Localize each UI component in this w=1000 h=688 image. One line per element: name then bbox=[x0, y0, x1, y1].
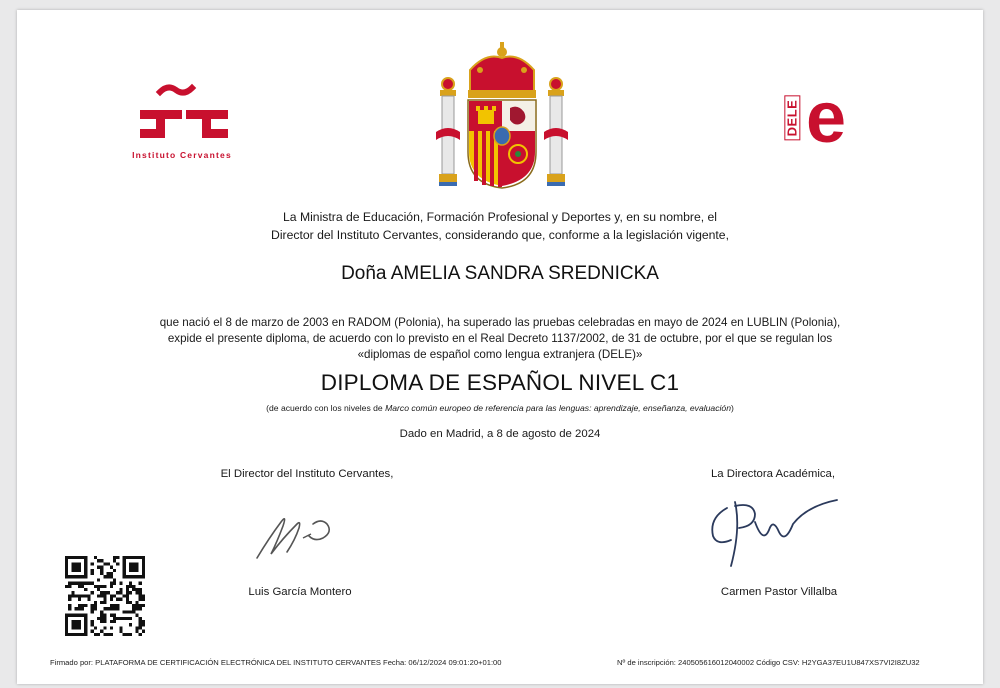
instituto-cervantes-logo bbox=[122, 82, 252, 172]
dele-e-icon bbox=[792, 82, 872, 154]
dele-logo-text: DELE bbox=[784, 96, 800, 141]
paragraph-line-2: expide el presente diploma, de acuerdo con lo previsto en el Real Decreto 1137/2002, de 31 de octubre, por el que se regulan los bbox=[167, 332, 833, 345]
footer-registration: Nº de inscripción: 240505616012040002 Código CSV: H2YGA37EU1U847XS7VI2I8ZU32 bbox=[617, 658, 920, 667]
reference-note bbox=[17, 402, 983, 414]
shield bbox=[468, 100, 536, 188]
paragraph-line-3: «diplomas de español como lengua extranjera (DELE)» bbox=[357, 348, 643, 361]
footer-signed-by: Firmado por: PLATAFORMA DE CERTIFICACIÓN ELECTRÓNICA DEL INSTITUTO CERVANTES Fecha: 06/12/2024 09:01:20+01:00 bbox=[50, 658, 502, 667]
director-name: Luis García Montero bbox=[248, 586, 352, 598]
dele-logo bbox=[784, 82, 872, 154]
issue-date: Dado en Madrid, a 8 de agosto de 2024 bbox=[399, 428, 601, 440]
director-signature bbox=[247, 498, 367, 568]
qr-code-icon[interactable] bbox=[65, 556, 145, 636]
reference-prefix: (de acuerdo con los niveles de bbox=[266, 403, 386, 413]
academic-director-signature bbox=[697, 488, 847, 568]
diploma-page bbox=[17, 10, 983, 684]
holder-name: Doña AMELIA SANDRA SREDNICKA bbox=[341, 263, 659, 284]
intro-line-2: Director del Instituto Cervantes, considerando que, conforme a la legislación vigente, bbox=[271, 228, 729, 242]
instituto-cervantes-logo-mark bbox=[122, 82, 252, 152]
svg-text:e: e bbox=[806, 82, 847, 154]
intro-text bbox=[17, 208, 983, 244]
paragraph-line-1: que nació el 8 de marzo de 2003 en RADOM (Polonia), ha superado las pruebas celebradas en mayo de 2024 en LUBLIN (Polonia), bbox=[159, 316, 841, 329]
intro-line-1: La Ministra de Educación, Formación Profesional y Deportes y, en su nombre, el bbox=[283, 210, 717, 224]
reference-italic: Marco común europeo de referencia para las lenguas: aprendizaje, enseñanza, evaluación bbox=[385, 403, 731, 413]
reference-suffix: ) bbox=[730, 403, 734, 413]
diploma-title: DIPLOMA DE ESPAÑOL NIVEL C1 bbox=[320, 370, 680, 395]
crown bbox=[468, 42, 536, 98]
diploma-paragraph bbox=[17, 315, 983, 363]
coat-of-arms bbox=[432, 40, 572, 190]
academic-director-title: La Directora Académica, bbox=[710, 468, 836, 480]
instituto-cervantes-logo-text: Instituto Cervantes bbox=[132, 150, 232, 160]
director-title: El Director del Instituto Cervantes, bbox=[220, 468, 394, 480]
academic-director-name: Carmen Pastor Villalba bbox=[720, 586, 838, 598]
